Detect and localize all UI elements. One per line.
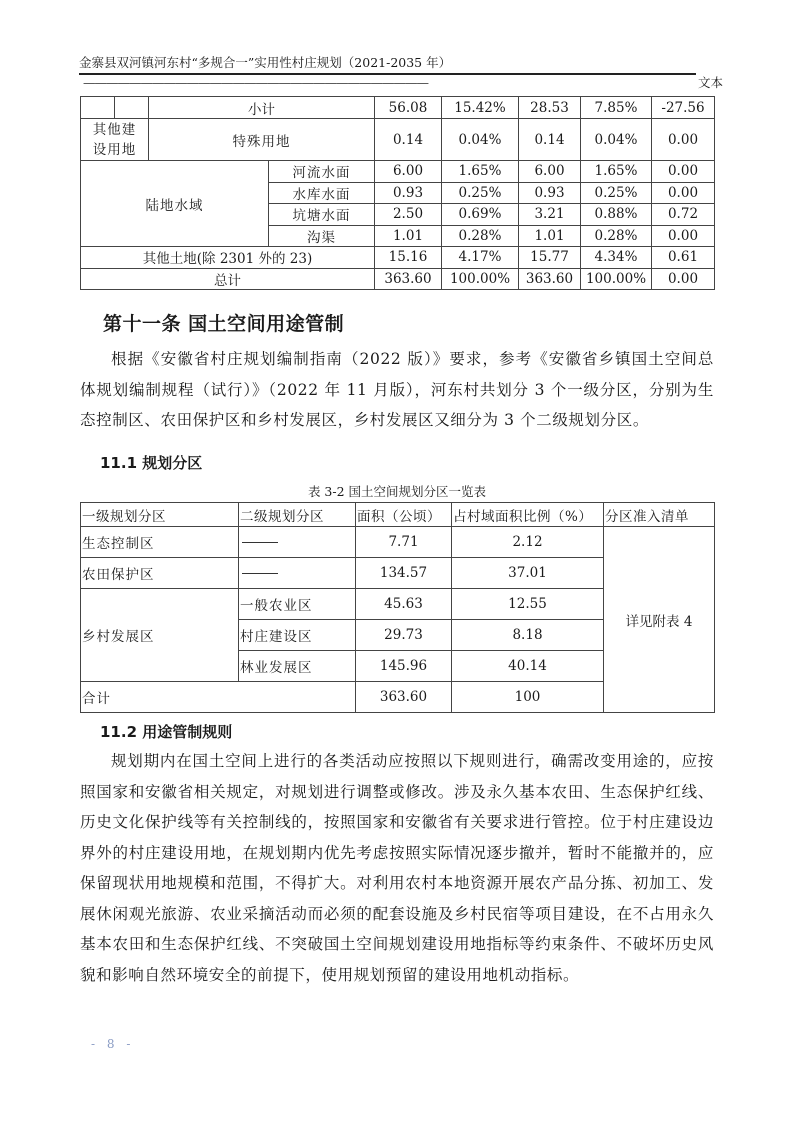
category-water: 陆地水域 [81,161,269,247]
area-cell: 29.73 [356,620,452,651]
cell: 0.00 [652,225,715,247]
document-type: 文本 [696,73,723,93]
cell: 0.00 [652,268,715,290]
cell: 0.28% [442,225,519,247]
cell: 0.93 [519,182,581,204]
page-number: - 8 - [91,1037,135,1051]
cell: 0.88% [581,204,652,226]
cell: 1.65% [442,161,519,183]
ratio-cell: 2.12 [452,527,604,558]
cell: 0.00 [652,182,715,204]
level2-zone: 林业发展区 [239,651,356,682]
table-header-row [81,503,715,527]
cell: 0.61 [652,247,715,269]
cell: 4.17% [442,247,519,269]
column-header: 占村域面积比例（%） [452,503,604,527]
cell: 15.16 [375,247,442,269]
article-intro-paragraph: 根据《安徽省村庄规划编制指南（2022 版）》要求，参考《安徽省乡镇国土空间总体规划编制规程（试行）》（2022 年 11 月版），河东村共划分 3 个一级分区，分别为生态控制区、农田保护区和乡村发展区，乡村发展区又细分为 3 个二级规划分区。 [80,350,714,429]
article-heading: 第十一条 国土空间用途管制 [103,313,345,335]
cell: 0.04% [581,119,652,161]
empty-cell [81,97,115,119]
cell: 0.04% [442,119,519,161]
ratio-cell: 40.14 [452,651,604,682]
area-cell: 145.96 [356,651,452,682]
row-label: 河流水面 [269,161,375,183]
area-cell: 7.71 [356,527,452,558]
cell: 0.25% [442,182,519,204]
table-row [81,161,715,183]
cell: 0.72 [652,204,715,226]
area-cell: 363.60 [356,682,452,713]
cell: 100.00% [442,268,519,290]
em-dash-placeholder [242,573,278,574]
level1-zone: 生态控制区 [81,527,239,558]
land-use-table-continued [80,96,715,290]
table-row-subtotal [81,97,715,119]
page-header [79,53,723,90]
cell: 0.93 [375,182,442,204]
cell: 28.53 [519,97,581,119]
ratio-cell: 8.18 [452,620,604,651]
table-row-special-land [81,119,715,161]
column-header: 面积（公顷） [356,503,452,527]
cell: 0.00 [652,161,715,183]
cell: 56.08 [375,97,442,119]
table-caption: 表 3-2 国土空间规划分区一览表 [307,484,487,499]
ratio-cell: 100 [452,682,604,713]
row-label: 坑塘水面 [269,204,375,226]
row-label: 其他土地(除 2301 外的 23) [81,247,375,269]
row-label: 小计 [149,97,375,119]
total-label: 合计 [81,682,356,713]
area-cell: 134.57 [356,558,452,589]
planning-zones-table [80,502,715,713]
cell: 6.00 [519,161,581,183]
column-header: 二级规划分区 [239,503,356,527]
cell: -27.56 [652,97,715,119]
row-label: 水库水面 [269,182,375,204]
cell: 4.34% [581,247,652,269]
usage-control-paragraph: 规划期内在国土空间上进行的各类活动应按照以下规则进行，确需改变用途的，应按照国家和安徽省相关规定，对规划进行调整或修改。涉及永久基本农田、生态保护红线、历史文化保护线等有关控制线的，按照国家和安徽省有关要求进行管控。位于村庄建设边界外的村庄建设用地，在规划期内优先考虑按照实际情况逐步撤并，暂时不能撤并的，应保留现状用地规模和范围，不得扩大。对利用农村本地资源开展农产品分拣、初加工、发展休闲观光旅游、农业采摘活动而必须的配套设施及乡村民宿等项目建设，在不占用永久基本农田和生态保护红线、不突破国土空间规划建设用地指标等约束条件、不破坏历史风貌和影响自然环境安全的前提下，使用规划预留的建设用地机动指标。 [80,752,714,984]
cell: 1.01 [519,225,581,247]
section-heading-11-2: 11.2 用途管制规则 [100,723,233,741]
level2-zone-empty [239,558,356,589]
level1-zone: 乡村发展区 [81,589,239,682]
cell: 363.60 [519,268,581,290]
cell: 6.00 [375,161,442,183]
row-label: 特殊用地 [149,119,375,161]
cell: 0.25% [581,182,652,204]
cell: 1.65% [581,161,652,183]
row-label: 沟渠 [269,225,375,247]
cell: 3.21 [519,204,581,226]
cell: 15.77 [519,247,581,269]
table-row-other-land [81,247,715,269]
ratio-cell: 12.55 [452,589,604,620]
column-header: 分区准入清单 [604,503,715,527]
cell: 7.85% [581,97,652,119]
empty-cell [115,97,149,119]
area-cell: 45.63 [356,589,452,620]
cell: 0.00 [652,119,715,161]
column-header: 一级规划分区 [81,503,239,527]
em-dash-placeholder [242,542,278,543]
table-row-total [81,268,715,290]
cell: 100.00% [581,268,652,290]
category-other-construction-cell [81,119,149,161]
level2-zone: 村庄建设区 [239,620,356,651]
ratio-cell: 37.01 [452,558,604,589]
header-rule-dashes: —————————————————————————————— [83,75,428,90]
cell: 15.42% [442,97,519,119]
cell: 0.14 [375,119,442,161]
cell: 0.69% [442,204,519,226]
cell: 0.14 [519,119,581,161]
level1-zone: 农田保护区 [81,558,239,589]
table-row [81,527,715,558]
row-label: 总计 [81,268,375,290]
cell: 0.28% [581,225,652,247]
section-heading-11-1: 11.1 规划分区 [100,454,203,472]
document-title: 金寨县双河镇河东村“多规合一”实用性村庄规划（2021-2035 年） [79,55,452,70]
cell: 1.01 [375,225,442,247]
level2-zone-empty [239,527,356,558]
category-other-construction: 其他建设用地 [92,121,137,158]
zone-admission-note: 详见附表 4 [604,527,715,713]
cell: 2.50 [375,204,442,226]
level2-zone: 一般农业区 [239,589,356,620]
cell: 363.60 [375,268,442,290]
